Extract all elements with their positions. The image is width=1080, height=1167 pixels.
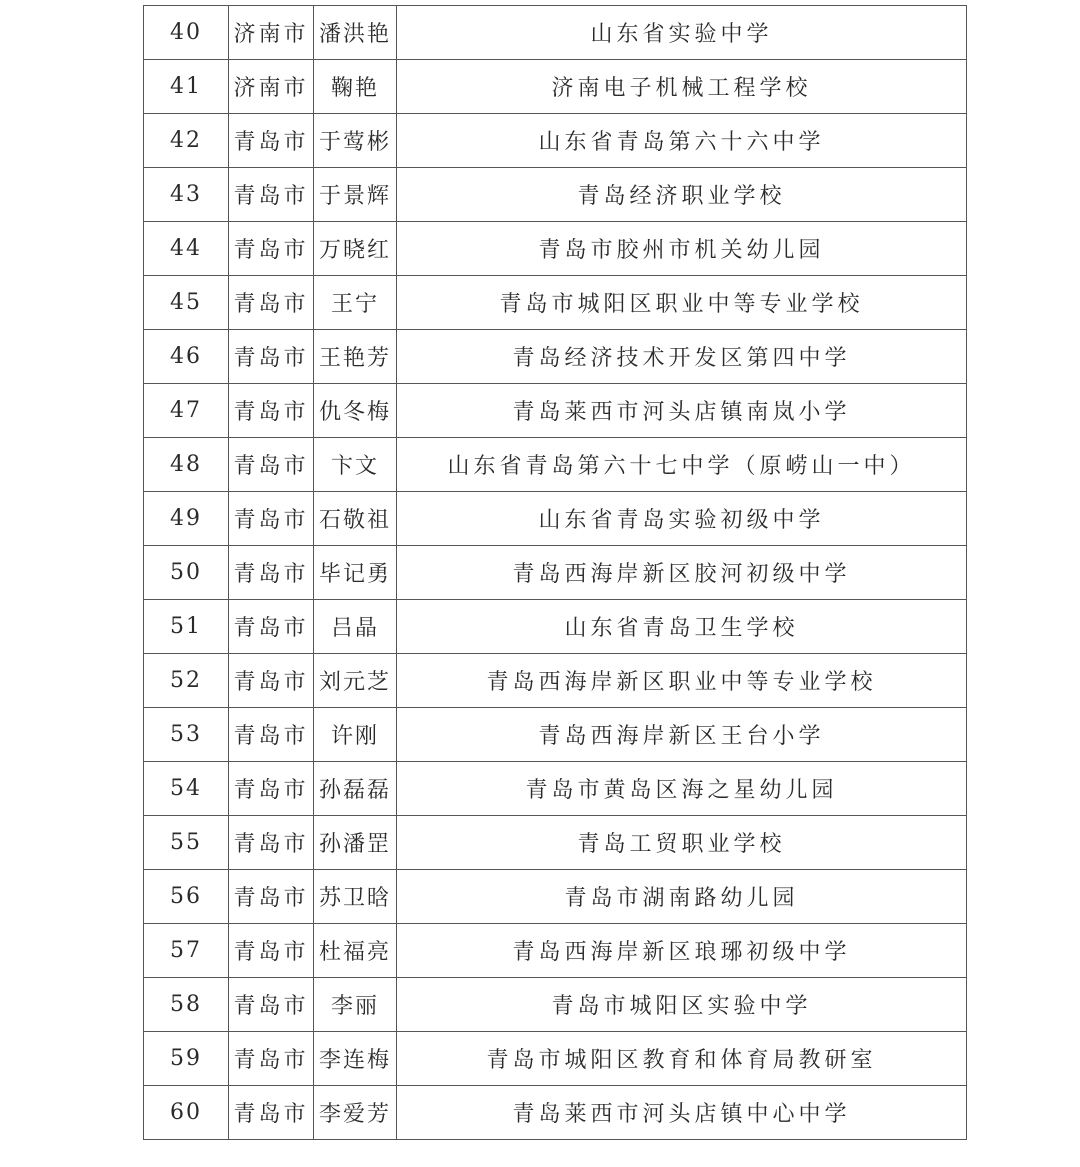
name-cell: 潘洪艳 — [314, 6, 397, 60]
school-cell: 济南电子机械工程学校 — [397, 60, 967, 114]
table-row — [144, 600, 967, 654]
table-row — [144, 330, 967, 384]
name-cell: 杜福亮 — [314, 924, 397, 978]
school-cell: 山东省青岛卫生学校 — [397, 600, 967, 654]
name-cell: 李爱芳 — [314, 1086, 397, 1140]
row-number: 46 — [144, 330, 229, 384]
city-cell: 青岛市 — [229, 708, 314, 762]
school-cell: 山东省实验中学 — [397, 6, 967, 60]
school-cell: 青岛西海岸新区职业中等专业学校 — [397, 654, 967, 708]
table-row — [144, 1032, 967, 1086]
school-cell: 青岛市城阳区职业中等专业学校 — [397, 276, 967, 330]
school-cell: 青岛工贸职业学校 — [397, 816, 967, 870]
name-cell: 卞文 — [314, 438, 397, 492]
school-cell: 山东省青岛第六十七中学（原崂山一中） — [397, 438, 967, 492]
city-cell: 青岛市 — [229, 600, 314, 654]
table-body — [144, 6, 967, 1140]
table-row — [144, 816, 967, 870]
row-number: 50 — [144, 546, 229, 600]
city-cell: 青岛市 — [229, 546, 314, 600]
city-cell: 青岛市 — [229, 492, 314, 546]
table-row — [144, 6, 967, 60]
row-number: 45 — [144, 276, 229, 330]
name-cell: 李连梅 — [314, 1032, 397, 1086]
row-number: 57 — [144, 924, 229, 978]
city-cell: 青岛市 — [229, 978, 314, 1032]
teacher-list-table — [143, 5, 967, 1140]
row-number: 55 — [144, 816, 229, 870]
name-cell: 苏卫晗 — [314, 870, 397, 924]
name-cell: 李丽 — [314, 978, 397, 1032]
name-cell: 许刚 — [314, 708, 397, 762]
city-cell: 青岛市 — [229, 114, 314, 168]
row-number: 51 — [144, 600, 229, 654]
city-cell: 青岛市 — [229, 168, 314, 222]
school-cell: 青岛市城阳区实验中学 — [397, 978, 967, 1032]
school-cell: 山东省青岛实验初级中学 — [397, 492, 967, 546]
table-row — [144, 546, 967, 600]
row-number: 44 — [144, 222, 229, 276]
row-number: 59 — [144, 1032, 229, 1086]
name-cell: 仇冬梅 — [314, 384, 397, 438]
row-number: 54 — [144, 762, 229, 816]
row-number: 40 — [144, 6, 229, 60]
city-cell: 青岛市 — [229, 762, 314, 816]
table-row — [144, 654, 967, 708]
row-number: 48 — [144, 438, 229, 492]
city-cell: 青岛市 — [229, 276, 314, 330]
city-cell: 青岛市 — [229, 924, 314, 978]
city-cell: 青岛市 — [229, 816, 314, 870]
table-row — [144, 1086, 967, 1140]
name-cell: 万晓红 — [314, 222, 397, 276]
school-cell: 山东省青岛第六十六中学 — [397, 114, 967, 168]
table-row — [144, 168, 967, 222]
name-cell: 王宁 — [314, 276, 397, 330]
row-number: 52 — [144, 654, 229, 708]
name-cell: 王艳芳 — [314, 330, 397, 384]
row-number: 58 — [144, 978, 229, 1032]
school-cell: 青岛经济技术开发区第四中学 — [397, 330, 967, 384]
name-cell: 于莺彬 — [314, 114, 397, 168]
school-cell: 青岛市黄岛区海之星幼儿园 — [397, 762, 967, 816]
table-row — [144, 708, 967, 762]
city-cell: 济南市 — [229, 6, 314, 60]
school-cell: 青岛市湖南路幼儿园 — [397, 870, 967, 924]
school-cell: 青岛西海岸新区琅琊初级中学 — [397, 924, 967, 978]
row-number: 42 — [144, 114, 229, 168]
school-cell: 青岛莱西市河头店镇中心中学 — [397, 1086, 967, 1140]
table-row — [144, 924, 967, 978]
city-cell: 济南市 — [229, 60, 314, 114]
school-cell: 青岛市城阳区教育和体育局教研室 — [397, 1032, 967, 1086]
city-cell: 青岛市 — [229, 654, 314, 708]
table-row — [144, 384, 967, 438]
name-cell: 吕晶 — [314, 600, 397, 654]
school-cell: 青岛西海岸新区胶河初级中学 — [397, 546, 967, 600]
name-cell: 石敬祖 — [314, 492, 397, 546]
city-cell: 青岛市 — [229, 222, 314, 276]
name-cell: 孙潘罡 — [314, 816, 397, 870]
table-row — [144, 222, 967, 276]
row-number: 53 — [144, 708, 229, 762]
city-cell: 青岛市 — [229, 1032, 314, 1086]
row-number: 49 — [144, 492, 229, 546]
table-row — [144, 762, 967, 816]
school-cell: 青岛经济职业学校 — [397, 168, 967, 222]
city-cell: 青岛市 — [229, 870, 314, 924]
city-cell: 青岛市 — [229, 384, 314, 438]
name-cell: 毕记勇 — [314, 546, 397, 600]
table-row — [144, 438, 967, 492]
row-number: 43 — [144, 168, 229, 222]
school-cell: 青岛西海岸新区王台小学 — [397, 708, 967, 762]
city-cell: 青岛市 — [229, 438, 314, 492]
table-row — [144, 870, 967, 924]
table-row — [144, 492, 967, 546]
table-row — [144, 114, 967, 168]
name-cell: 孙磊磊 — [314, 762, 397, 816]
row-number: 41 — [144, 60, 229, 114]
table-row — [144, 60, 967, 114]
row-number: 56 — [144, 870, 229, 924]
school-cell: 青岛莱西市河头店镇南岚小学 — [397, 384, 967, 438]
name-cell: 刘元芝 — [314, 654, 397, 708]
row-number: 60 — [144, 1086, 229, 1140]
city-cell: 青岛市 — [229, 330, 314, 384]
name-cell: 于景辉 — [314, 168, 397, 222]
city-cell: 青岛市 — [229, 1086, 314, 1140]
table-row — [144, 978, 967, 1032]
table-row — [144, 276, 967, 330]
name-cell: 鞠艳 — [314, 60, 397, 114]
school-cell: 青岛市胶州市机关幼儿园 — [397, 222, 967, 276]
row-number: 47 — [144, 384, 229, 438]
